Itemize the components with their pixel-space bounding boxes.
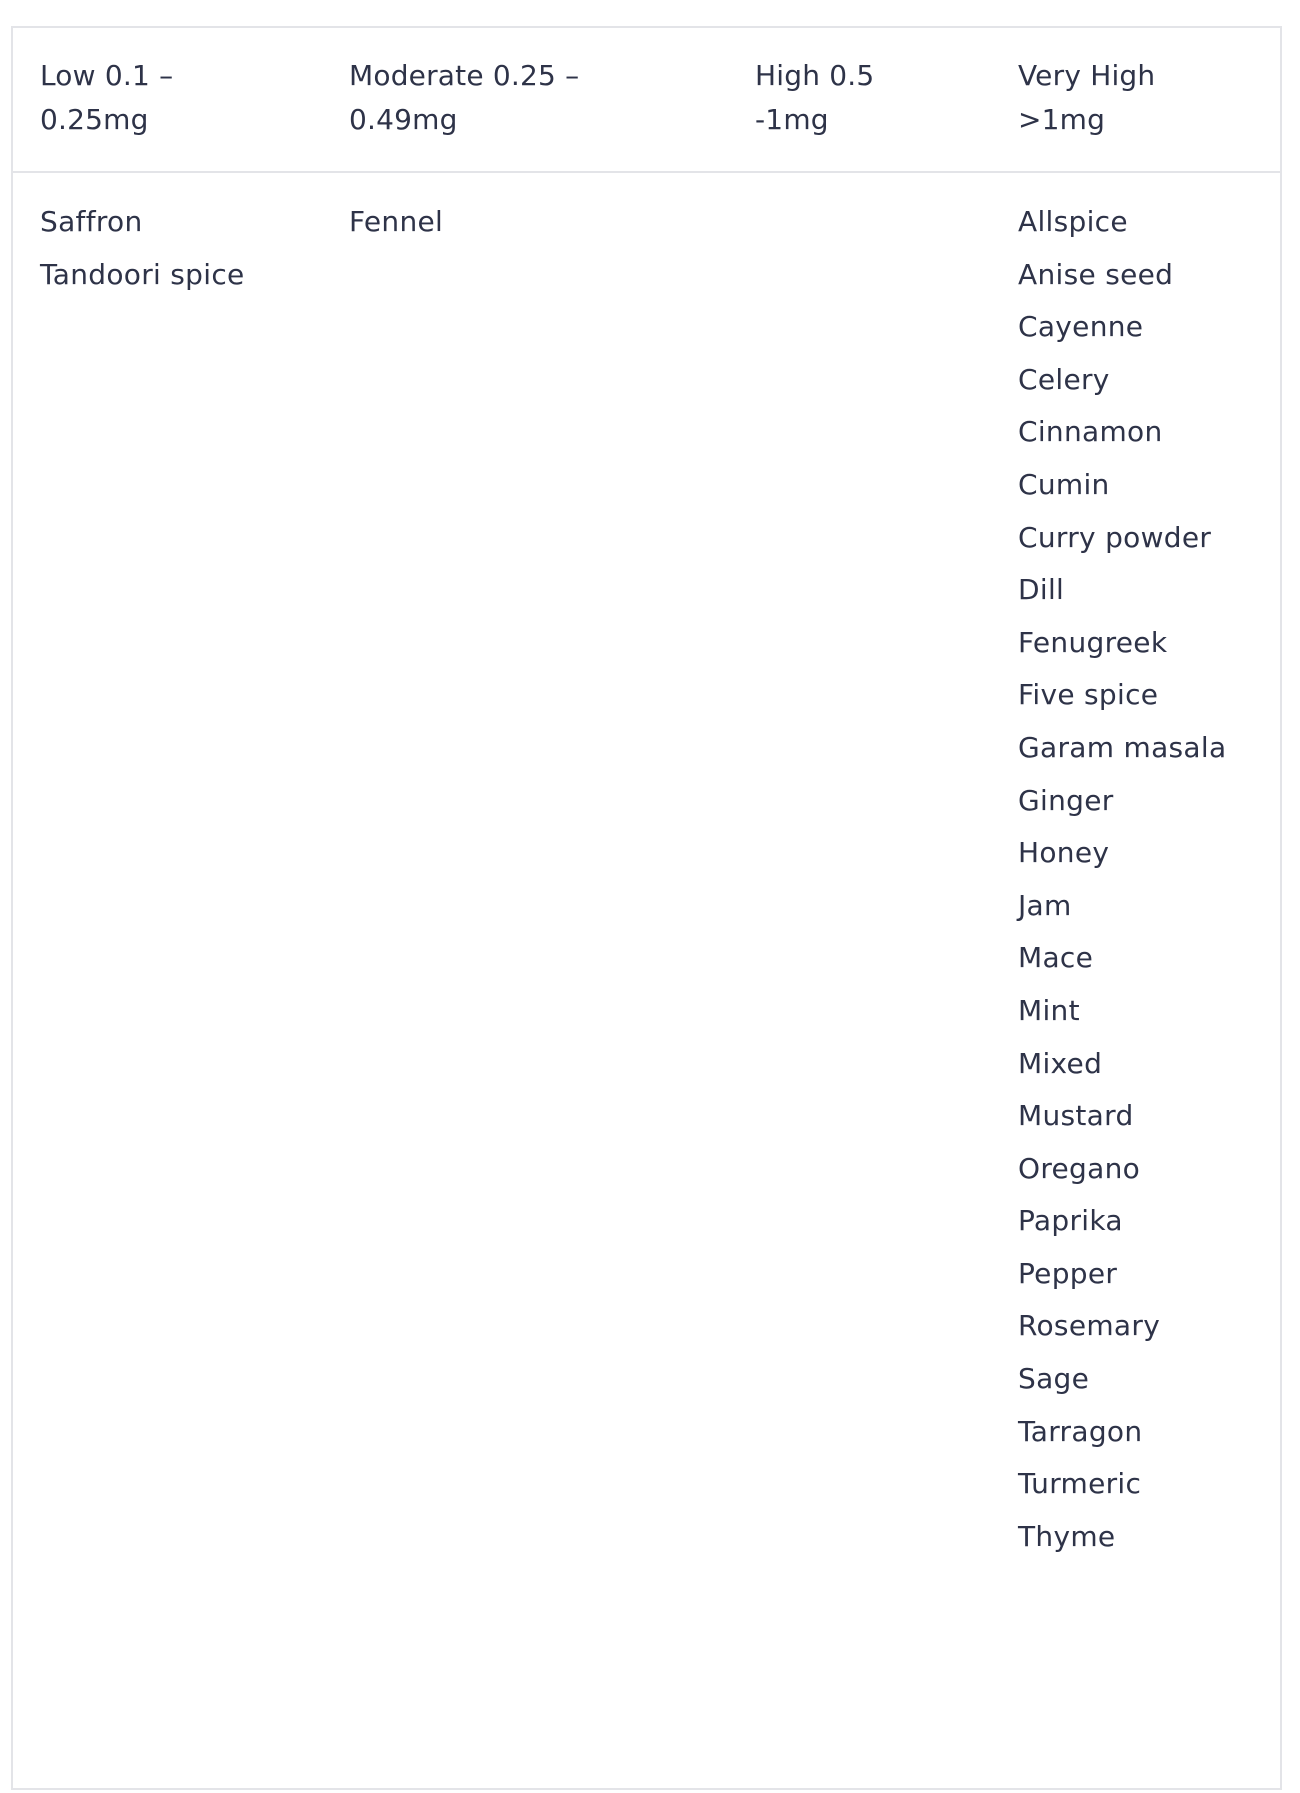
list-item: Cinnamon: [1018, 415, 1163, 449]
list-item: Celery: [1018, 362, 1110, 396]
list-item: Allspice: [1018, 205, 1128, 238]
list-item: Honey: [1018, 836, 1110, 870]
list-item: Jam: [1018, 888, 1072, 922]
column-very-high: [1018, 196, 1278, 1563]
list-item: Five spice: [1018, 678, 1159, 712]
list-item: Dill: [1018, 573, 1065, 607]
list-item: Mustard: [1018, 1099, 1134, 1133]
list-item: Saffron: [40, 205, 143, 238]
list-item: Fenugreek: [1018, 625, 1168, 659]
list-item: Mace: [1018, 941, 1094, 975]
list-item: Pepper: [1018, 1256, 1118, 1290]
list-item: Cayenne: [1018, 310, 1144, 344]
list-item: Ginger: [1018, 783, 1114, 817]
list-item: Tandoori spice: [40, 257, 245, 291]
list-item: Fennel: [349, 205, 444, 238]
table-header-row: [13, 28, 1280, 173]
list-item: Turmeric: [1018, 1467, 1142, 1501]
list-item: Curry powder: [1018, 520, 1212, 554]
header-low: Low 0.1 – 0.25mg: [40, 59, 174, 136]
list-item: Paprika: [1018, 1204, 1123, 1238]
header-moderate: Moderate 0.25 – 0.49mg: [349, 59, 580, 136]
list-item: Mint: [1018, 993, 1080, 1027]
list-item: Mixed: [1018, 1046, 1103, 1080]
list-item: Tarragon: [1018, 1414, 1143, 1448]
header-very-high: Very High >1mg: [1018, 59, 1156, 136]
list-item: Garam masala: [1018, 730, 1227, 764]
list-item: Oregano: [1018, 1151, 1141, 1185]
header-high: High 0.5 -1mg: [755, 59, 875, 136]
list-item: Rosemary: [1018, 1309, 1161, 1343]
column-moderate: [349, 196, 739, 249]
list-item: Thyme: [1018, 1519, 1116, 1553]
salicylate-table: [11, 26, 1282, 1790]
list-item: Anise seed: [1018, 257, 1174, 291]
list-item: Sage: [1018, 1362, 1090, 1396]
list-item: Cumin: [1018, 467, 1110, 501]
column-low: [40, 196, 330, 301]
